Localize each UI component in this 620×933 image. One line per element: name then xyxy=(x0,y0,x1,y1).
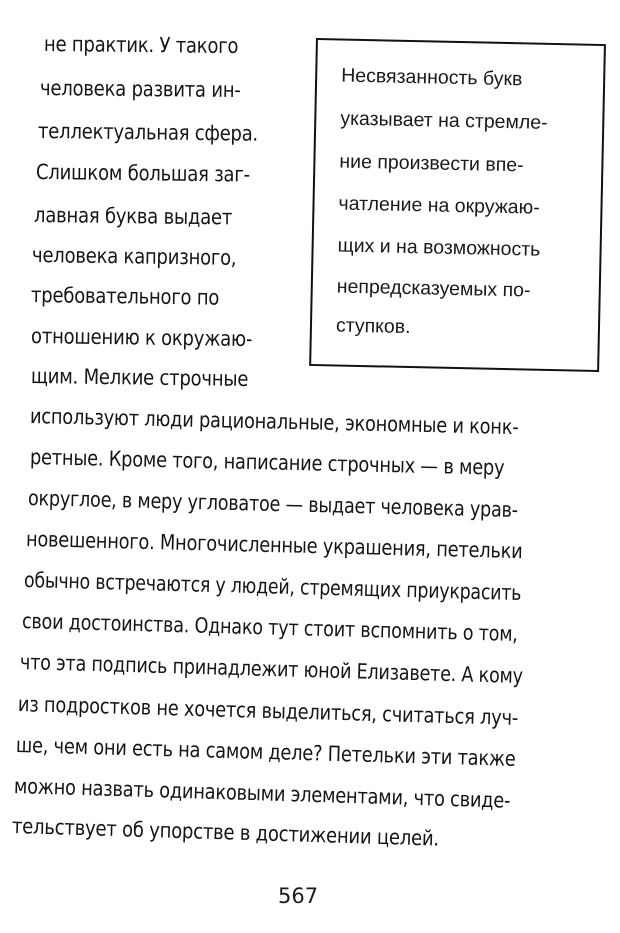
column-line-7: требовательного по xyxy=(30,283,220,310)
sidebar-box xyxy=(309,38,606,372)
column-line-4: Слишком большая заг- xyxy=(35,160,250,187)
column-line-2: человека развита ин- xyxy=(39,76,241,103)
body-line-2: ретные. Кроме того, написание строчных — в меру xyxy=(29,445,505,480)
body-line-8: из подростков не хочется выделиться, считаться луч- xyxy=(17,692,519,730)
body-line-1: используют люди рациональные, экономные и конк- xyxy=(29,404,519,440)
body-line-5: обычно встречаются у людей, стремящих приукрасить xyxy=(23,568,522,606)
box-line-1: Несвязанность букв xyxy=(340,64,523,91)
column-line-8: отношению к окружаю- xyxy=(30,324,253,352)
body-line-7: что эта подпись принадлежит юной Елизавете. А кому xyxy=(19,650,524,689)
box-line-5: щих и на возможность xyxy=(337,234,541,261)
column-line-5: лавная буква выдает xyxy=(33,203,233,230)
body-line-3: округлое, в меру угловатое — выдает человека урав- xyxy=(27,486,519,522)
box-line-4: чатление на окружаю- xyxy=(338,192,540,219)
box-line-2: указывает на стремле- xyxy=(340,107,548,134)
column-line-3: теллектуальная сфера. xyxy=(37,119,259,146)
body-line-11: тельствует об упорстве в достижении целей. xyxy=(11,814,440,851)
body-line-6: свои достоинства. Однако тут стоит вспомнить о том, xyxy=(21,609,518,646)
box-line-6: непредсказуемых по- xyxy=(336,275,531,302)
column-line-1: не практик. У такого xyxy=(43,32,239,59)
column-line-9: щим. Мелкие строчные xyxy=(30,364,249,392)
page-number: 567 xyxy=(278,884,319,908)
box-line-3: ние произвести впе- xyxy=(339,150,524,177)
body-line-10: можно назвать одинаковыми элементами, что свиде- xyxy=(13,774,511,813)
column-line-6: человека капризного, xyxy=(31,243,237,270)
body-line-4: новешенного. Многочисленные украшения, петельки xyxy=(25,527,523,564)
box-line-7: ступков. xyxy=(335,314,411,339)
body-line-9: ше, чем они есть на самом деле? Петельки эти также xyxy=(15,733,516,771)
